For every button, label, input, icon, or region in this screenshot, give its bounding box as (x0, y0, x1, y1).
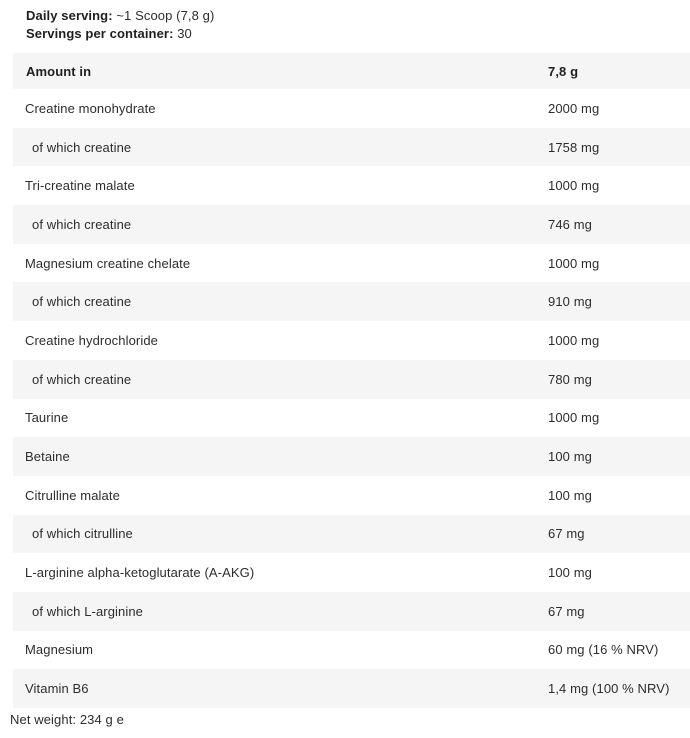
servings-per-container-line (26, 25, 690, 43)
ingredient-name: Tri-creatine malate (25, 178, 135, 194)
ingredient-amount: 60 mg (16 % NRV) (548, 642, 659, 658)
table-row (13, 669, 690, 708)
table-row (13, 205, 690, 244)
ingredient-name: of which creatine (32, 139, 132, 155)
daily-serving-line (26, 7, 690, 25)
supplement-facts-table (13, 53, 690, 708)
serving-info (0, 0, 690, 43)
ingredient-name: Magnesium creatine chelate (25, 255, 191, 271)
ingredient-name: of which citrulline (32, 526, 133, 542)
table-row (13, 631, 690, 670)
table-row (13, 282, 690, 321)
table-row (13, 360, 690, 399)
ingredient-amount: 100 mg (548, 487, 592, 503)
table-row (13, 244, 690, 283)
ingredient-name: of which L-arginine (32, 603, 144, 619)
ingredient-amount: 746 mg (548, 216, 592, 232)
daily-serving-value: ~1 Scoop (7,8 g) (112, 8, 215, 23)
table-row (13, 592, 690, 631)
table-row (13, 515, 690, 554)
ingredient-name: Vitamin B6 (25, 681, 89, 697)
ingredient-amount: 1758 mg (548, 139, 600, 155)
ingredient-amount: 67 mg (548, 603, 585, 619)
servings-per-container-label: Servings per container: (26, 26, 174, 41)
ingredient-name: Betaine (25, 449, 70, 465)
table-row (13, 399, 690, 438)
ingredient-name: L-arginine alpha-ketoglutarate (A-AKG) (25, 565, 255, 581)
ingredient-name: Taurine (25, 410, 69, 426)
ingredient-name: Magnesium (25, 642, 94, 658)
ingredient-name: of which creatine (32, 294, 132, 310)
ingredient-amount: 1,4 mg (100 % NRV) (548, 681, 670, 697)
ingredient-amount: 1000 mg (548, 332, 600, 348)
ingredient-amount: 100 mg (548, 565, 592, 581)
column-header-serving-size: 7,8 g (548, 63, 579, 79)
ingredient-amount: 2000 mg (548, 100, 600, 116)
column-header-amount-in: Amount in (26, 63, 92, 79)
ingredient-name: Creatine hydrochloride (25, 332, 158, 348)
ingredient-amount: 1000 mg (548, 178, 600, 194)
ingredient-name: Citrulline malate (25, 487, 120, 503)
daily-serving-label: Daily serving: (26, 8, 113, 23)
servings-per-container-value: 30 (173, 26, 192, 41)
ingredient-amount: 67 mg (548, 526, 585, 542)
ingredient-name: of which creatine (32, 371, 132, 387)
ingredient-amount: 1000 mg (548, 410, 600, 426)
net-weight-note: Net weight: 234 g e (10, 712, 124, 727)
table-row (13, 321, 690, 360)
ingredient-amount: 100 mg (548, 449, 592, 465)
table-row (13, 553, 690, 592)
table-header-row (13, 53, 690, 89)
ingredient-name: of which creatine (32, 216, 132, 232)
table-row (13, 476, 690, 515)
table-row (13, 166, 690, 205)
ingredient-amount: 1000 mg (548, 255, 600, 271)
table-row (13, 128, 690, 167)
ingredient-amount: 910 mg (548, 294, 592, 310)
table-body (13, 89, 690, 708)
ingredient-amount: 780 mg (548, 371, 592, 387)
ingredient-name: Creatine monohydrate (25, 100, 156, 116)
table-row (13, 89, 690, 128)
table-row (13, 437, 690, 476)
